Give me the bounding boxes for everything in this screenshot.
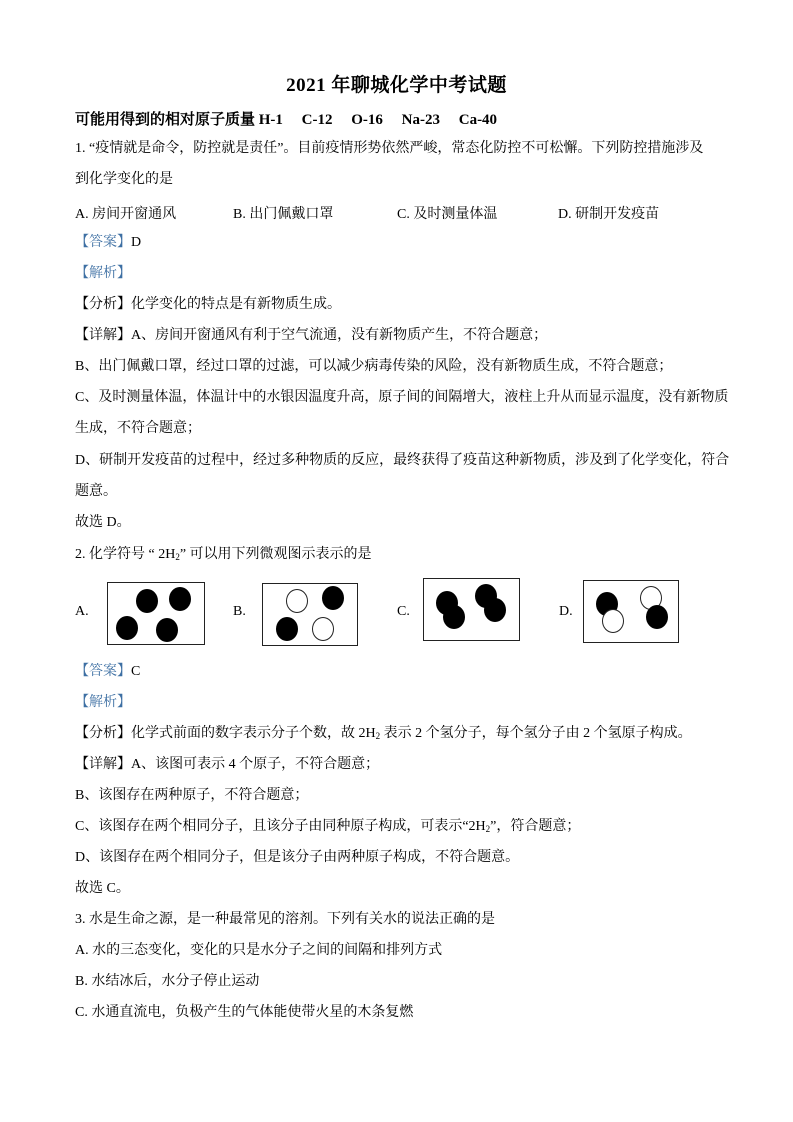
q2-conclusion: 故选 C。 xyxy=(75,881,130,896)
q1-detail-a xyxy=(75,327,547,345)
black-atom xyxy=(156,618,178,642)
q2-detail-b: B、该图存在两种原子，不符合题意； xyxy=(75,788,309,803)
fenxi-text-post: 表示 2 个氢分子，每个氢分子由 2 个氢原子构成。 xyxy=(380,726,692,741)
diagram-label-c: C. xyxy=(397,604,410,619)
black-atom xyxy=(136,589,158,613)
page-title: 2021 年聊城化学中考试题 xyxy=(286,75,507,96)
analysis-tag: 【解析】 xyxy=(75,695,131,710)
answer-tag: 【答案】 xyxy=(75,235,131,250)
black-atom xyxy=(484,598,506,622)
subscript: 2 xyxy=(485,824,491,834)
q2-detail-d: D、该图存在两个相同分子，但是该分子由两种原子构成，不符合题意。 xyxy=(75,850,520,865)
answer-tag: 【答案】 xyxy=(75,664,131,679)
black-atom xyxy=(276,617,298,641)
q1-option-b: B. 出门佩戴口罩 xyxy=(233,207,334,222)
black-atom xyxy=(443,605,465,629)
q2-analysis-heading xyxy=(75,694,131,712)
analysis-tag: 【解析】 xyxy=(75,266,131,281)
fenxi-text: 化学变化的特点是有新物质生成。 xyxy=(131,297,341,312)
diagram-label-a: A. xyxy=(75,604,89,619)
diagram-d xyxy=(583,580,679,643)
white-atom xyxy=(602,609,624,633)
q1-option-d: D. 研制开发疫苗 xyxy=(558,207,660,222)
detail-text: A、该图可表示 4 个原子，不符合题意； xyxy=(131,757,380,772)
subscript: 2 xyxy=(375,731,381,741)
q2-answer xyxy=(75,663,140,681)
diagram-c xyxy=(423,578,520,641)
black-atom xyxy=(116,616,138,640)
fenxi-tag: 【分析】 xyxy=(75,726,131,741)
diagram-a xyxy=(107,582,205,645)
q1-stem-line2: 到化学变化的是 xyxy=(75,172,173,187)
white-atom xyxy=(312,617,334,641)
subscript: 2 xyxy=(175,552,180,562)
diagram-label-b: B. xyxy=(233,604,246,619)
q1-detail-d2: 题意。 xyxy=(75,484,117,499)
diagram-label-d: D. xyxy=(559,604,573,619)
relative-atomic-mass-line: 可能用得到的相对原子质量 H-1 C-12 O-16 Na-23 Ca-40 xyxy=(75,112,498,128)
detail-text: A、房间开窗通风有利于空气流通，没有新物质产生，不符合题意； xyxy=(131,328,548,343)
q1-detail-c2: 生成，不符合题意； xyxy=(75,421,201,436)
answer-value: C xyxy=(131,664,141,679)
fenxi-text-pre: 化学式前面的数字表示分子个数，故 2H xyxy=(131,726,376,741)
detail-tag: 【详解】 xyxy=(75,757,131,772)
q2-stem xyxy=(75,546,372,564)
diagram-b xyxy=(262,583,358,646)
q2-detail-c xyxy=(75,818,580,836)
answer-value: D xyxy=(131,235,142,250)
q1-option-c: C. 及时测量体温 xyxy=(397,207,498,222)
q1-conclusion: 故选 D。 xyxy=(75,515,131,530)
white-atom xyxy=(286,589,308,613)
q1-analysis-heading xyxy=(75,265,131,283)
q2-detail-a xyxy=(75,756,379,774)
detail-c-pre: C、该图存在两个相同分子，且该分子由同种原子构成，可表示“2H xyxy=(75,819,486,834)
q1-stem-line1: 1. “疫情就是命令，防控就是责任”。目前疫情形势依然严峻，常态化防控不可松懈。下列防控措施涉及 xyxy=(75,141,704,156)
q2-fenxi xyxy=(75,725,692,743)
q1-option-a: A. 房间开窗通风 xyxy=(75,207,177,222)
detail-c-post: ”，符合题意； xyxy=(490,819,581,834)
q2-stem-post: ” 可以用下列微观图示表示的是 xyxy=(179,547,372,562)
q1-answer xyxy=(75,234,141,252)
q3-option-b: B. 水结冰后，水分子停止运动 xyxy=(75,974,260,989)
q3-option-c: C. 水通直流电，负极产生的气体能使带火星的木条复燃 xyxy=(75,1005,414,1020)
q1-detail-d1: D、研制开发疫苗的过程中，经过多种物质的反应，最终获得了疫苗这种新物质，涉及到了化学变化，符合 xyxy=(75,453,730,468)
black-atom xyxy=(646,605,668,629)
q2-stem-pre: 2. 化学符号 “ 2H xyxy=(75,547,176,562)
q1-detail-b: B、出门佩戴口罩，经过口罩的过滤，可以减少病毒传染的风险，没有新物质生成，不符合题意； xyxy=(75,359,673,374)
q3-stem: 3. 水是生命之源，是一种最常见的溶剂。下列有关水的说法正确的是 xyxy=(75,912,495,927)
black-atom xyxy=(169,587,191,611)
detail-tag: 【详解】 xyxy=(75,328,131,343)
q3-option-a: A. 水的三态变化，变化的只是水分子之间的间隔和排列方式 xyxy=(75,943,443,958)
fenxi-tag: 【分析】 xyxy=(75,297,131,312)
black-atom xyxy=(322,586,344,610)
q1-detail-c1: C、及时测量体温，体温计中的水银因温度升高，原子间的间隔增大，液柱上升从而显示温度，没有新物质 xyxy=(75,390,729,405)
q1-fenxi xyxy=(75,296,341,314)
